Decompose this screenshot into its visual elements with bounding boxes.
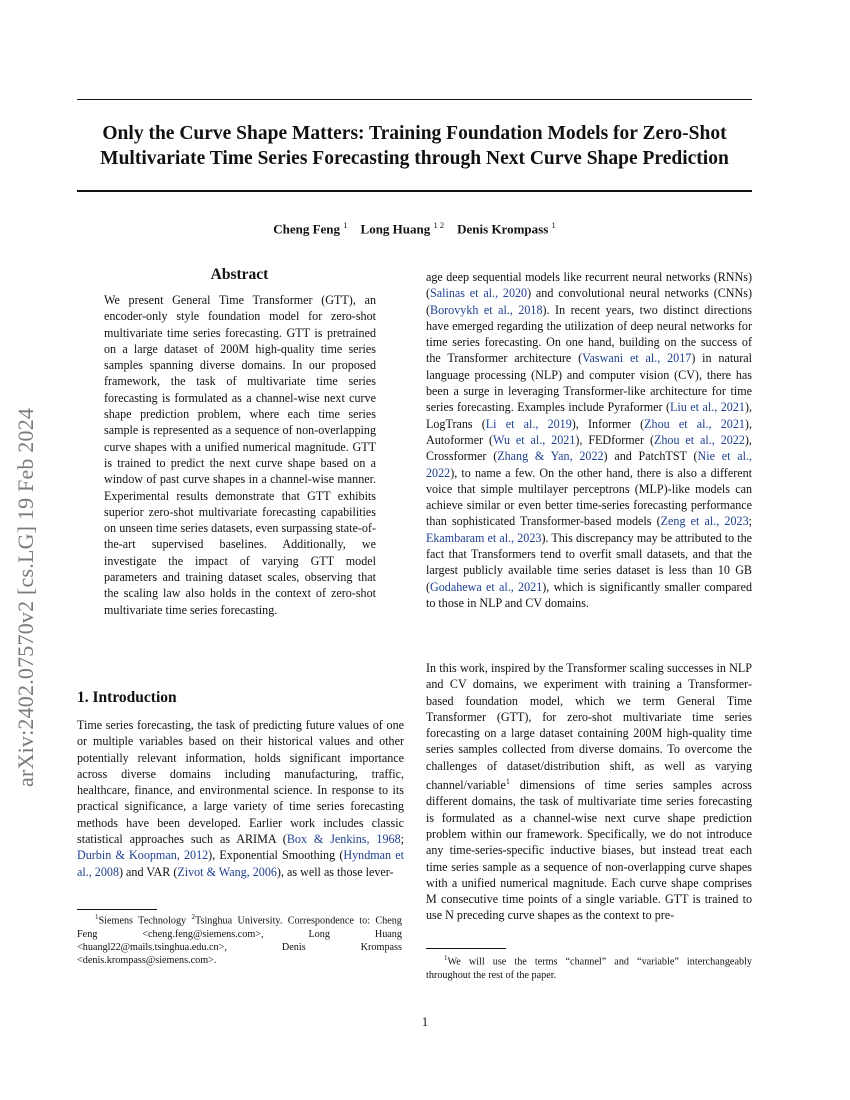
body-text: ; bbox=[748, 514, 752, 529]
citation-link[interactable]: Zeng et al., 2023 bbox=[660, 514, 749, 529]
section-heading-introduction: 1. Introduction bbox=[77, 689, 177, 706]
body-text: dimensions of time series samples across different domains, the task of multivariate time series forecasting is formulated as a channel-wise next curve shape prediction problem within our framework. Specifically, we do not introduce any time-series-specific inductive biases, but instead treat each time series sample as a sequence of non-overlapping curve shapes with a unified numerical magnitude. Each curve shape comprises M consecutive time points of a single variable. GTT is trained to use N preceding curve shapes as the context to pre- bbox=[426, 778, 752, 923]
footnote-marker: 2 bbox=[191, 913, 195, 921]
abstract-heading: Abstract bbox=[210, 266, 269, 283]
footnote-terms bbox=[426, 952, 752, 982]
body-text: ), Informer ( bbox=[571, 416, 645, 431]
footnote-marker: 1 bbox=[95, 913, 99, 921]
body-text: ), as well as those lever- bbox=[276, 864, 394, 879]
author-affiliation: 1 2 bbox=[433, 220, 445, 230]
body-text: ; bbox=[400, 832, 404, 847]
citation-link[interactable]: Zhou et al., 2022 bbox=[654, 432, 745, 447]
footnote-text: We will use the terms “channel” and “variable” interchangeably throughout the rest of the paper. bbox=[426, 956, 752, 981]
author-name: Denis Krompass bbox=[457, 221, 549, 237]
abstract-text: We present General Time Transformer (GTT), an encoder-only style foundation model for zero-shot multivariate time series forecasting. GTT is pretrained on a large dataset of 200M high-quality time series samples spanning diverse domains. In our proposed framework, the task of multivariate time series forecasting is formulated as a channel-wise next curve shape prediction problem, where each time series sample is represented as a sequence of non-overlapping curve shapes with a unified numerical magnitude. GTT is trained to predict the next curve shape based on a window of past curve shapes in a channel-wise manner. Experimental results demonstrate that GTT exhibits superior zero-shot multivariate forecasting capabilities on unseen time series datasets, even surpassing state-of-the-art supervised baselines. Additionally, we investigate the impact of varying GTT model parameters and training dataset scales, observing that the scaling law also holds in the context of zero-shot multivariate time series forecasting. bbox=[104, 293, 376, 617]
citation-link[interactable]: Ekambaram et al., 2023 bbox=[426, 530, 542, 545]
body-text: ) in natural language processing (NLP) and computer vision (CV), there has been a surge in leveraging Transformer-like architecture for time series forecasting. Examples include Pyraformer ( bbox=[426, 351, 752, 415]
citation-link[interactable]: Vaswani et al., 2017 bbox=[582, 351, 692, 366]
citation-link[interactable]: Box & Jenkins, 1968 bbox=[286, 832, 401, 847]
intro-paragraph-right-2 bbox=[426, 660, 752, 924]
footnote-reference[interactable]: 1 bbox=[505, 777, 510, 787]
footnote-rule-right bbox=[426, 948, 506, 949]
body-text: ), Crossformer ( bbox=[426, 432, 752, 464]
citation-link[interactable]: Nie et al., 2022 bbox=[426, 449, 752, 480]
body-text: ), LogTrans ( bbox=[426, 400, 752, 431]
body-text: age deep sequential models like recurrent neural networks (RNNs) ( bbox=[426, 270, 752, 301]
body-text: In this work, inspired by the Transformer scaling successes in NLP and CV domains, we experiment with training a Transformer-based foundation model, which we term General Time Transformer (GTT), for zero-shot multivariate time series forecasting on a large dataset containing 200M high-quality time series samples collected from diverse domains. To overcome the challenges of dataset/distribution shift, as well as varying channel/variable bbox=[426, 661, 752, 793]
citation-link[interactable]: Borovykh et al., 2018 bbox=[430, 302, 543, 317]
footnote-rule-left bbox=[77, 909, 157, 910]
body-text: ), Exponential Smoothing ( bbox=[208, 848, 344, 863]
citation-link[interactable]: Wu et al., 2021 bbox=[493, 432, 576, 447]
citation-link[interactable]: Zhou et al., 2021 bbox=[644, 416, 745, 431]
paper-title: Only the Curve Shape Matters: Training Foundation Models for Zero-Shot Multivariate Time Series Forecasting through Next Curve Shape Prediction bbox=[100, 123, 729, 169]
title-top-rule bbox=[77, 99, 752, 100]
body-text: ). This discrepancy may be attributed to the fact that Transformers tend to overfit small datasets, and that the largest publicly available time series dataset is less than 10 GB ( bbox=[426, 530, 753, 594]
author-affiliation: 1 bbox=[551, 220, 556, 230]
page-number: 1 bbox=[421, 1015, 429, 1029]
author-affiliation: 1 bbox=[343, 220, 348, 230]
intro-paragraph-left bbox=[77, 717, 404, 880]
arxiv-identifier: arXiv:2402.07570v2 [cs.LG] 19 Feb 2024 bbox=[13, 407, 38, 787]
author-name: Long Huang bbox=[360, 221, 431, 237]
footnote-text: Tsinghua University. Correspondence to: Cheng Feng <cheng.feng@siemens.com>, Long Huang <huangl22@mails.tsinghua.edu.cn>, Denis Krompass <denis.krompass@siemens.com>. bbox=[77, 915, 402, 966]
citation-link[interactable]: Zivot & Wang, 2006 bbox=[177, 864, 277, 879]
body-text: ), FEDformer ( bbox=[575, 432, 654, 447]
citation-link[interactable]: Zhang & Yan, 2022 bbox=[497, 449, 604, 464]
body-text: ) and PatchTST ( bbox=[603, 449, 698, 464]
author-name: Cheng Feng bbox=[273, 221, 341, 237]
footnote-affiliations bbox=[77, 911, 402, 967]
footnote-text: Siemens Technology bbox=[98, 915, 192, 927]
footnote-marker: 1 bbox=[444, 954, 448, 962]
body-text: ), to name a few. On the other hand, there is also a different voice that simple multilayer perceptrons (MLP)-like models can achieve similar or even better time-series forecasting performance than sophisticated Transformer-based models ( bbox=[426, 465, 752, 529]
body-text: ), Autoformer ( bbox=[426, 416, 752, 447]
author-list bbox=[77, 220, 752, 237]
citation-link[interactable]: Liu et al., 2021 bbox=[670, 400, 745, 415]
citation-link[interactable]: Hyndman et al., 2008 bbox=[77, 848, 404, 879]
body-text: ). In recent years, two distinct directions have emerged regarding the utilization of deep neural networks for time series forecasting. On one hand, building on the success of the Transformer architecture ( bbox=[426, 302, 752, 366]
body-text: ) and VAR ( bbox=[119, 864, 178, 879]
citation-link[interactable]: Durbin & Koopman, 2012 bbox=[77, 848, 209, 863]
body-text: ) and convolutional neural networks (CNNs) ( bbox=[426, 286, 752, 317]
citation-link[interactable]: Li et al., 2019 bbox=[485, 416, 572, 431]
body-text: ), which is significantly smaller compared to those in NLP and CV domains. bbox=[426, 579, 752, 610]
citation-link[interactable]: Godahewa et al., 2021 bbox=[430, 579, 543, 594]
intro-paragraph-right-1 bbox=[426, 269, 752, 611]
body-text: Time series forecasting, the task of predicting future values of one or multiple variables based on their historical values and other potentially relevant information, holds significant importance across diverse domains including manufacturing, traffic, healthcare, finance, and environmental science. In response to its practical significance, a large variety of time series forecasting methods have been developed. Earlier work includes classic statistical approaches such as ARIMA ( bbox=[77, 718, 404, 847]
title-bottom-rule bbox=[77, 190, 752, 192]
citation-link[interactable]: Salinas et al., 2020 bbox=[430, 286, 528, 301]
